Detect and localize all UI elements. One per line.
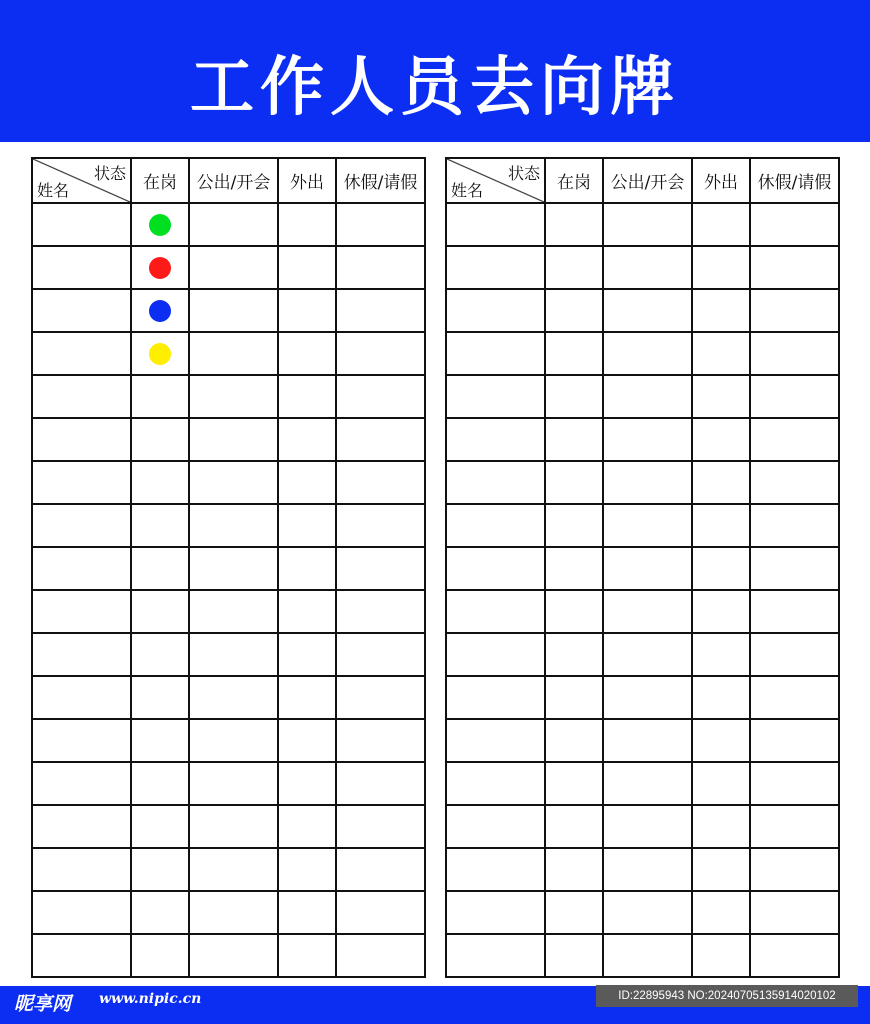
leave-cell (750, 934, 839, 977)
name-cell (446, 332, 545, 375)
corner-status-label: 状态 (93, 164, 126, 183)
out-cell (692, 762, 750, 805)
business-meeting-cell (603, 289, 692, 332)
out-cell (692, 676, 750, 719)
leave-cell (336, 633, 425, 676)
business-meeting-cell (603, 848, 692, 891)
out-cell (278, 203, 336, 246)
out-cell (692, 633, 750, 676)
on-duty-cell (131, 891, 189, 934)
table-row (446, 332, 839, 375)
name-cell (446, 246, 545, 289)
business-meeting-cell (603, 504, 692, 547)
column-header-on-duty: 在岗 (131, 158, 189, 203)
out-cell (278, 891, 336, 934)
table-row (32, 547, 425, 590)
leave-cell (750, 203, 839, 246)
on-duty-cell (131, 719, 189, 762)
business-meeting-cell (603, 590, 692, 633)
name-cell (446, 203, 545, 246)
table-row (32, 719, 425, 762)
business-meeting-cell (603, 461, 692, 504)
out-cell (692, 848, 750, 891)
on-duty-cell (131, 547, 189, 590)
name-cell (32, 375, 131, 418)
business-meeting-cell (603, 418, 692, 461)
leave-cell (750, 289, 839, 332)
on-duty-cell (131, 418, 189, 461)
out-cell (278, 461, 336, 504)
on-duty-cell (545, 934, 603, 977)
leave-cell (336, 891, 425, 934)
leave-cell (750, 332, 839, 375)
business-meeting-cell (189, 461, 278, 504)
on-duty-cell (545, 246, 603, 289)
name-cell (32, 504, 131, 547)
out-cell (692, 289, 750, 332)
name-cell (446, 418, 545, 461)
table-row (446, 633, 839, 676)
column-header-out: 外出 (278, 158, 336, 203)
column-header-on-duty: 在岗 (545, 158, 603, 203)
business-meeting-cell (189, 504, 278, 547)
leave-cell (750, 590, 839, 633)
leave-cell (750, 719, 839, 762)
business-meeting-cell (603, 547, 692, 590)
on-duty-cell (131, 676, 189, 719)
out-cell (278, 332, 336, 375)
on-duty-cell (131, 805, 189, 848)
corner-header-cell (32, 158, 131, 203)
leave-cell (750, 375, 839, 418)
out-cell (278, 246, 336, 289)
name-cell (446, 719, 545, 762)
on-duty-cell (545, 676, 603, 719)
out-cell (692, 934, 750, 977)
name-cell (446, 504, 545, 547)
header-row (446, 158, 839, 203)
name-cell (446, 375, 545, 418)
name-cell (32, 246, 131, 289)
leave-cell (336, 934, 425, 977)
leave-cell (750, 891, 839, 934)
on-duty-cell (545, 590, 603, 633)
on-duty-cell (545, 547, 603, 590)
on-duty-cell (131, 289, 189, 332)
business-meeting-cell (603, 332, 692, 375)
name-cell (446, 461, 545, 504)
out-cell (692, 891, 750, 934)
table-row (32, 891, 425, 934)
business-meeting-cell (189, 848, 278, 891)
on-duty-cell (545, 891, 603, 934)
name-cell (32, 461, 131, 504)
out-cell (278, 934, 336, 977)
name-cell (446, 891, 545, 934)
table-row (32, 934, 425, 977)
out-cell (278, 590, 336, 633)
on-duty-cell (545, 203, 603, 246)
business-meeting-cell (603, 891, 692, 934)
business-meeting-cell (189, 590, 278, 633)
name-cell (446, 590, 545, 633)
out-cell (278, 805, 336, 848)
name-cell (32, 676, 131, 719)
out-cell (692, 590, 750, 633)
out-cell (278, 633, 336, 676)
name-cell (32, 547, 131, 590)
business-meeting-cell (189, 676, 278, 719)
green-status-dot-icon (149, 214, 171, 236)
table-row (446, 719, 839, 762)
on-duty-cell (131, 590, 189, 633)
leave-cell (336, 418, 425, 461)
table-row (32, 461, 425, 504)
leave-cell (750, 676, 839, 719)
leave-cell (336, 375, 425, 418)
leave-cell (336, 848, 425, 891)
on-duty-cell (131, 332, 189, 375)
table-row (446, 891, 839, 934)
leave-cell (750, 461, 839, 504)
name-cell (446, 762, 545, 805)
business-meeting-cell (189, 375, 278, 418)
table-row (446, 418, 839, 461)
business-meeting-cell (603, 246, 692, 289)
name-cell (32, 848, 131, 891)
column-header-business-meeting: 公出/开会 (603, 158, 692, 203)
name-cell (32, 891, 131, 934)
leave-cell (336, 504, 425, 547)
table-row (32, 590, 425, 633)
name-cell (32, 590, 131, 633)
table-row (32, 289, 425, 332)
watermark-url: www.nipic.cn (99, 991, 202, 1007)
table-row (446, 590, 839, 633)
business-meeting-cell (189, 762, 278, 805)
left-status-table (31, 157, 426, 978)
name-cell (32, 203, 131, 246)
name-cell (446, 547, 545, 590)
table-row (446, 762, 839, 805)
table-row (32, 418, 425, 461)
business-meeting-cell (603, 762, 692, 805)
corner-header-cell (446, 158, 545, 203)
leave-cell (750, 848, 839, 891)
business-meeting-cell (189, 633, 278, 676)
blue-status-dot-icon (149, 300, 171, 322)
on-duty-cell (545, 805, 603, 848)
leave-cell (750, 762, 839, 805)
business-meeting-cell (603, 375, 692, 418)
out-cell (278, 418, 336, 461)
out-cell (278, 719, 336, 762)
business-meeting-cell (189, 547, 278, 590)
on-duty-cell (131, 375, 189, 418)
business-meeting-cell (603, 633, 692, 676)
out-cell (692, 246, 750, 289)
out-cell (692, 719, 750, 762)
business-meeting-cell (189, 246, 278, 289)
table-row (446, 676, 839, 719)
name-cell (32, 332, 131, 375)
business-meeting-cell (603, 805, 692, 848)
leave-cell (336, 719, 425, 762)
out-cell (692, 805, 750, 848)
name-cell (446, 805, 545, 848)
out-cell (692, 203, 750, 246)
business-meeting-cell (603, 203, 692, 246)
leave-cell (336, 246, 425, 289)
on-duty-cell (545, 848, 603, 891)
on-duty-cell (545, 762, 603, 805)
on-duty-cell (545, 633, 603, 676)
leave-cell (336, 461, 425, 504)
name-cell (446, 633, 545, 676)
out-cell (278, 547, 336, 590)
on-duty-cell (545, 461, 603, 504)
table-row (446, 461, 839, 504)
corner-name-label: 姓名 (37, 181, 70, 200)
table-row (32, 848, 425, 891)
on-duty-cell (131, 504, 189, 547)
on-duty-cell (131, 848, 189, 891)
table-row (446, 547, 839, 590)
name-cell (32, 418, 131, 461)
table-row (446, 805, 839, 848)
leave-cell (750, 504, 839, 547)
board-title: 工作人员去向牌 (190, 51, 680, 125)
out-cell (278, 375, 336, 418)
on-duty-cell (131, 461, 189, 504)
name-cell (446, 848, 545, 891)
leave-cell (336, 590, 425, 633)
on-duty-cell (545, 719, 603, 762)
name-cell (32, 762, 131, 805)
on-duty-cell (131, 246, 189, 289)
leave-cell (750, 246, 839, 289)
corner-status-label: 状态 (507, 164, 540, 183)
name-cell (446, 289, 545, 332)
column-header-out: 外出 (692, 158, 750, 203)
business-meeting-cell (603, 676, 692, 719)
table-row (446, 203, 839, 246)
business-meeting-cell (189, 203, 278, 246)
table-row (32, 375, 425, 418)
table-row (32, 676, 425, 719)
on-duty-cell (131, 203, 189, 246)
leave-cell (336, 289, 425, 332)
name-cell (32, 719, 131, 762)
business-meeting-cell (603, 719, 692, 762)
on-duty-cell (545, 418, 603, 461)
table-row (32, 203, 425, 246)
on-duty-cell (545, 332, 603, 375)
leave-cell (750, 805, 839, 848)
out-cell (692, 461, 750, 504)
name-cell (32, 289, 131, 332)
out-cell (278, 762, 336, 805)
business-meeting-cell (189, 719, 278, 762)
table-row (446, 246, 839, 289)
watermark-id: ID:22895943 NO:20240705135914020102 (596, 985, 858, 1007)
leave-cell (336, 547, 425, 590)
name-cell (32, 805, 131, 848)
name-cell (32, 633, 131, 676)
leave-cell (336, 762, 425, 805)
on-duty-cell (545, 375, 603, 418)
out-cell (278, 676, 336, 719)
name-cell (32, 934, 131, 977)
leave-cell (750, 633, 839, 676)
leave-cell (336, 203, 425, 246)
leave-cell (750, 418, 839, 461)
out-cell (692, 504, 750, 547)
out-cell (278, 289, 336, 332)
out-cell (278, 848, 336, 891)
name-cell (446, 676, 545, 719)
watermark-logo: 昵享网 (14, 993, 72, 1015)
table-row (32, 805, 425, 848)
table-row (32, 246, 425, 289)
column-header-leave: 休假/请假 (336, 158, 425, 203)
on-duty-cell (545, 289, 603, 332)
out-cell (692, 547, 750, 590)
business-meeting-cell (189, 289, 278, 332)
out-cell (692, 375, 750, 418)
right-status-table (445, 157, 840, 978)
table-row (446, 934, 839, 977)
business-meeting-cell (189, 418, 278, 461)
table-row (446, 289, 839, 332)
table-row (32, 332, 425, 375)
corner-name-label: 姓名 (451, 181, 484, 200)
yellow-status-dot-icon (149, 343, 171, 365)
header-row (32, 158, 425, 203)
table-row (32, 762, 425, 805)
leave-cell (750, 547, 839, 590)
on-duty-cell (131, 934, 189, 977)
table-row (32, 633, 425, 676)
title-banner (0, 0, 870, 142)
business-meeting-cell (189, 934, 278, 977)
business-meeting-cell (189, 805, 278, 848)
table-row (446, 848, 839, 891)
red-status-dot-icon (149, 257, 171, 279)
table-row (446, 375, 839, 418)
on-duty-cell (131, 762, 189, 805)
leave-cell (336, 805, 425, 848)
out-cell (278, 504, 336, 547)
column-header-leave: 休假/请假 (750, 158, 839, 203)
table-row (32, 504, 425, 547)
table-row (446, 504, 839, 547)
business-meeting-cell (189, 332, 278, 375)
leave-cell (336, 332, 425, 375)
out-cell (692, 418, 750, 461)
business-meeting-cell (189, 891, 278, 934)
out-cell (692, 332, 750, 375)
on-duty-cell (545, 504, 603, 547)
column-header-business-meeting: 公出/开会 (189, 158, 278, 203)
leave-cell (336, 676, 425, 719)
name-cell (446, 934, 545, 977)
on-duty-cell (131, 633, 189, 676)
business-meeting-cell (603, 934, 692, 977)
